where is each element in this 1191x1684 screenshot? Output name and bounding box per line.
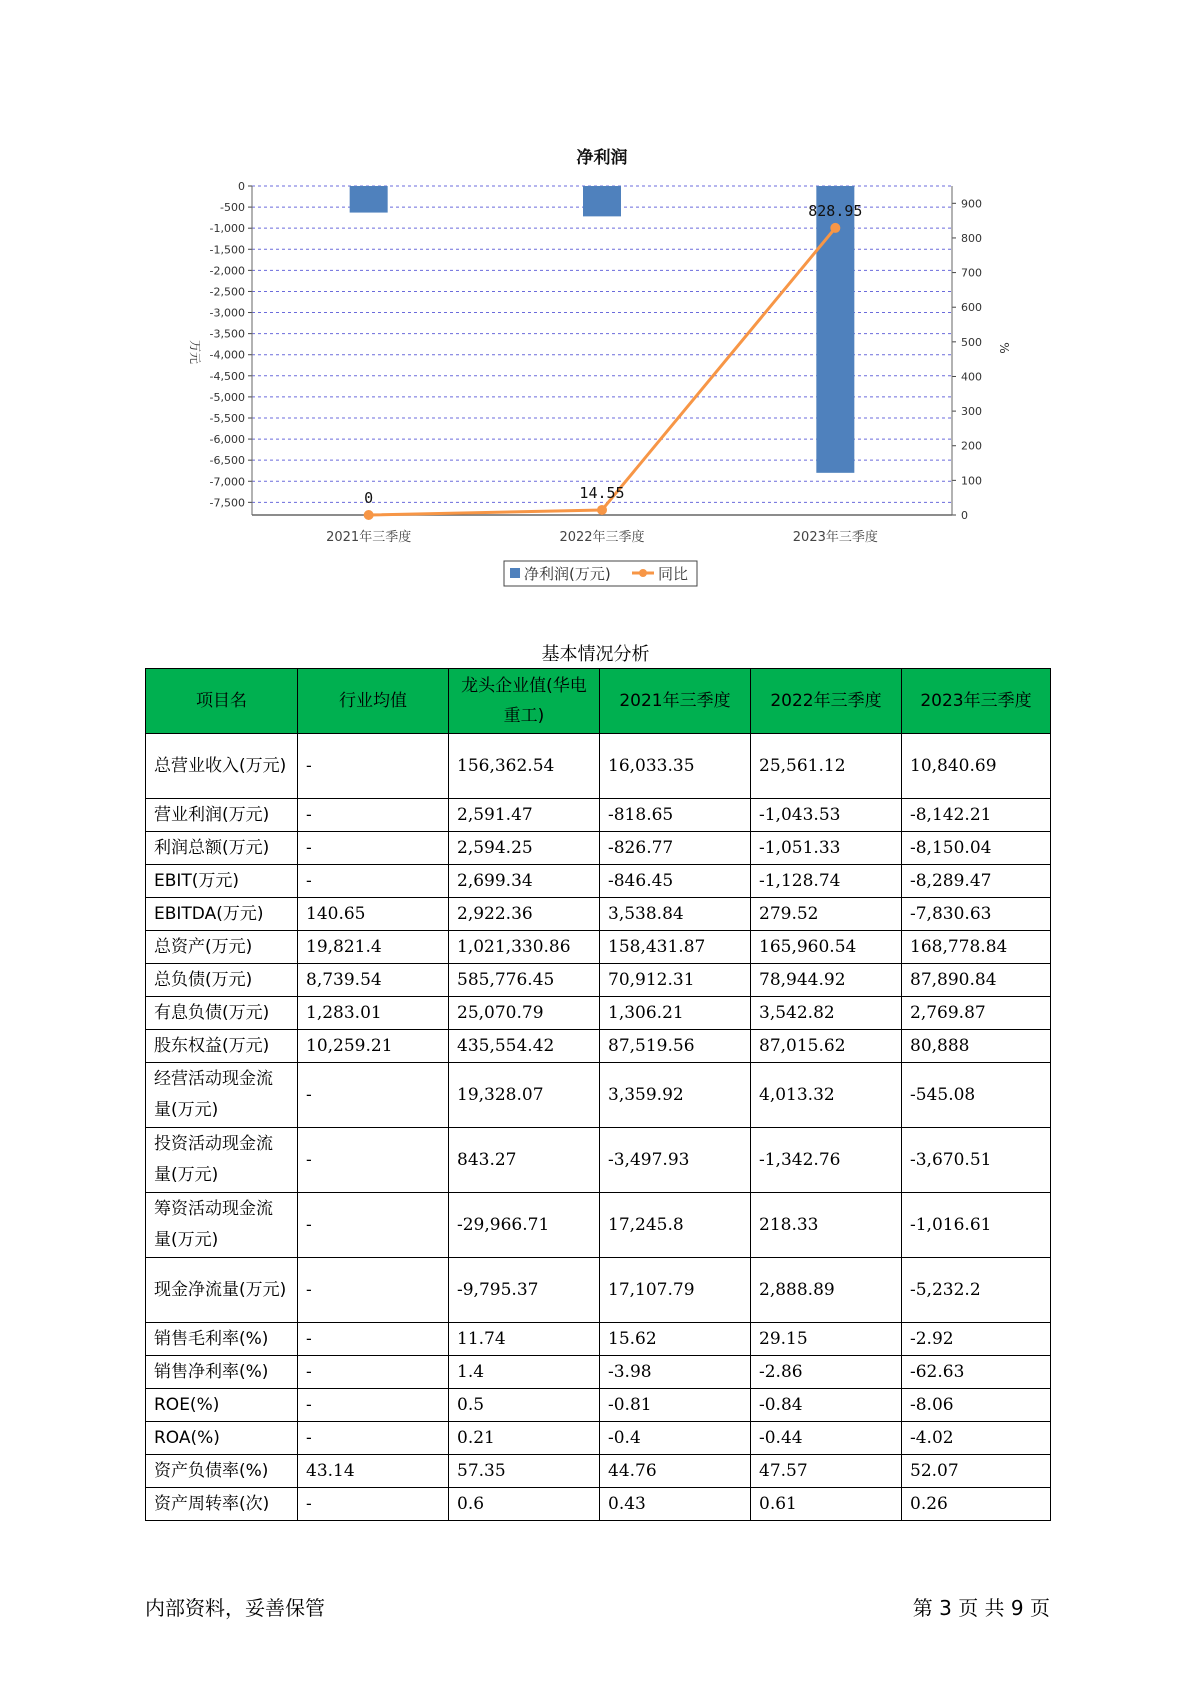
value-cell: 44.76 — [600, 1455, 751, 1488]
value-cell: -7,830.63 — [902, 898, 1051, 931]
value-cell: 11.74 — [449, 1323, 600, 1356]
value-cell: 8,739.54 — [298, 964, 449, 997]
row-name-cell: 利润总额(万元) — [146, 832, 298, 865]
value-cell: 2,594.25 — [449, 832, 600, 865]
right-tick-label: 800 — [961, 231, 982, 245]
table-row — [146, 931, 1051, 964]
category-label: 2022年三季度 — [559, 530, 645, 545]
value-cell: 19,328.07 — [449, 1063, 600, 1128]
value-cell: 87,519.56 — [600, 1030, 751, 1063]
left-tick-label: -5,500 — [209, 411, 245, 425]
bar-net-profit — [350, 186, 388, 213]
right-tick-label: 500 — [961, 335, 982, 349]
value-cell: -4.02 — [902, 1422, 1051, 1455]
right-tick-label: 600 — [961, 301, 982, 315]
value-cell: -29,966.71 — [449, 1193, 600, 1258]
value-cell: -1,342.76 — [751, 1128, 902, 1193]
left-tick-label: -6,000 — [209, 433, 245, 447]
right-tick-label: 400 — [961, 370, 982, 384]
value-cell: 435,554.42 — [449, 1030, 600, 1063]
yoy-data-label: 0 — [364, 489, 374, 507]
basic-analysis-table — [145, 668, 1051, 1521]
yoy-point — [597, 505, 607, 515]
value-cell: -62.63 — [902, 1356, 1051, 1389]
row-name-cell: 营业利润(万元) — [146, 799, 298, 832]
table-row — [146, 832, 1051, 865]
header-leader-value: 龙头企业值(华电重工) — [449, 669, 600, 734]
value-cell: 0.6 — [449, 1488, 600, 1521]
legend-line-marker — [639, 569, 647, 577]
left-tick-label: -2,000 — [209, 264, 245, 278]
value-cell: -3,497.93 — [600, 1128, 751, 1193]
value-cell: - — [298, 1422, 449, 1455]
table-row — [146, 1063, 1051, 1128]
left-tick-label: -4,500 — [209, 369, 245, 383]
value-cell: 2,699.34 — [449, 865, 600, 898]
row-name-cell: 总资产(万元) — [146, 931, 298, 964]
value-cell: - — [298, 1389, 449, 1422]
value-cell: 156,362.54 — [449, 734, 600, 799]
value-cell: 2,591.47 — [449, 799, 600, 832]
value-cell: 165,960.54 — [751, 931, 902, 964]
value-cell: 3,538.84 — [600, 898, 751, 931]
table-row — [146, 734, 1051, 799]
left-tick-label: -7,500 — [209, 496, 245, 510]
value-cell: -3.98 — [600, 1356, 751, 1389]
value-cell: 29.15 — [751, 1323, 902, 1356]
value-cell: 218.33 — [751, 1193, 902, 1258]
value-cell: 57.35 — [449, 1455, 600, 1488]
value-cell: 10,259.21 — [298, 1030, 449, 1063]
right-tick-label: 100 — [961, 474, 982, 488]
header-2021q3: 2021年三季度 — [600, 669, 751, 734]
legend-line-label: 同比 — [658, 565, 689, 583]
value-cell: - — [298, 1128, 449, 1193]
value-cell: - — [298, 1488, 449, 1521]
table-title: 基本情况分析 — [541, 644, 650, 665]
value-cell: 0.21 — [449, 1422, 600, 1455]
row-name-cell: ROE(%) — [146, 1389, 298, 1422]
value-cell: -2.92 — [902, 1323, 1051, 1356]
footer-page-number: 第 3 页 共 9 页 — [912, 1596, 1050, 1620]
yoy-point — [830, 223, 840, 233]
value-cell: -846.45 — [600, 865, 751, 898]
value-cell: 25,561.12 — [751, 734, 902, 799]
legend-bar-label: 净利润(万元) — [524, 565, 611, 583]
left-tick-label: -7,000 — [209, 475, 245, 489]
table-row — [146, 1258, 1051, 1323]
right-axis-label: % — [997, 342, 1011, 354]
value-cell: -8,150.04 — [902, 832, 1051, 865]
value-cell: 17,107.79 — [600, 1258, 751, 1323]
value-cell: 2,888.89 — [751, 1258, 902, 1323]
value-cell: - — [298, 832, 449, 865]
value-cell: -1,051.33 — [751, 832, 902, 865]
left-tick-label: -500 — [220, 201, 245, 215]
table-row — [146, 964, 1051, 997]
table-row — [146, 865, 1051, 898]
value-cell: 2,769.87 — [902, 997, 1051, 1030]
header-industry-avg: 行业均值 — [298, 669, 449, 734]
row-name-cell: 资产负债率(%) — [146, 1455, 298, 1488]
value-cell: 19,821.4 — [298, 931, 449, 964]
row-name-cell: EBIT(万元) — [146, 865, 298, 898]
value-cell: - — [298, 1063, 449, 1128]
value-cell: -9,795.37 — [449, 1258, 600, 1323]
value-cell: 1,021,330.86 — [449, 931, 600, 964]
value-cell: 25,070.79 — [449, 997, 600, 1030]
value-cell: - — [298, 1258, 449, 1323]
table-row — [146, 1488, 1051, 1521]
value-cell: 15.62 — [600, 1323, 751, 1356]
value-cell: 47.57 — [751, 1455, 902, 1488]
value-cell: 43.14 — [298, 1455, 449, 1488]
row-name-cell: ROA(%) — [146, 1422, 298, 1455]
row-name-cell: 有息负债(万元) — [146, 997, 298, 1030]
value-cell: 16,033.35 — [600, 734, 751, 799]
row-name-cell: 销售净利率(%) — [146, 1356, 298, 1389]
table-row — [146, 1323, 1051, 1356]
right-tick-label: 0 — [961, 509, 968, 522]
value-cell: -545.08 — [902, 1063, 1051, 1128]
row-name-cell: 股东权益(万元) — [146, 1030, 298, 1063]
yoy-data-label: 828.95 — [808, 201, 863, 220]
header-2022q3: 2022年三季度 — [751, 669, 902, 734]
table-row — [146, 1455, 1051, 1488]
table-header-row — [146, 669, 1051, 734]
table-row — [146, 997, 1051, 1030]
value-cell: - — [298, 1356, 449, 1389]
footer-confidential-note: 内部资料，妥善保管 — [145, 1596, 325, 1620]
value-cell: 52.07 — [902, 1455, 1051, 1488]
value-cell: 1.4 — [449, 1356, 600, 1389]
left-tick-label: 0 — [238, 180, 245, 193]
chart-title: 净利润 — [576, 148, 628, 168]
value-cell: -5,232.2 — [902, 1258, 1051, 1323]
value-cell: -818.65 — [600, 799, 751, 832]
value-cell: - — [298, 865, 449, 898]
left-tick-label: -3,500 — [209, 327, 245, 341]
left-tick-label: -2,500 — [209, 285, 245, 299]
value-cell: 78,944.92 — [751, 964, 902, 997]
value-cell: -826.77 — [600, 832, 751, 865]
value-cell: -2.86 — [751, 1356, 902, 1389]
value-cell: 0.43 — [600, 1488, 751, 1521]
row-name-cell: 总负债(万元) — [146, 964, 298, 997]
bar-net-profit — [583, 186, 621, 216]
value-cell: 158,431.87 — [600, 931, 751, 964]
value-cell: -1,128.74 — [751, 865, 902, 898]
table-row — [146, 1128, 1051, 1193]
table-row — [146, 1193, 1051, 1258]
value-cell: 4,013.32 — [751, 1063, 902, 1128]
row-name-cell: 资产周转率(次) — [146, 1488, 298, 1521]
value-cell: - — [298, 1323, 449, 1356]
table-row — [146, 1422, 1051, 1455]
value-cell: 10,840.69 — [902, 734, 1051, 799]
table-row — [146, 1356, 1051, 1389]
category-label: 2021年三季度 — [326, 530, 412, 545]
right-tick-label: 200 — [961, 439, 982, 453]
header-2023q3: 2023年三季度 — [902, 669, 1051, 734]
value-cell: 0.26 — [902, 1488, 1051, 1521]
left-tick-label: -6,500 — [209, 454, 245, 468]
right-tick-label: 900 — [961, 197, 982, 211]
value-cell: -8,142.21 — [902, 799, 1051, 832]
legend-bar-swatch — [510, 568, 520, 578]
left-tick-label: -1,000 — [209, 222, 245, 236]
value-cell: -0.81 — [600, 1389, 751, 1422]
left-tick-label: -3,000 — [209, 306, 245, 320]
yoy-data-label: 14.55 — [579, 483, 625, 502]
table-row — [146, 898, 1051, 931]
value-cell: -0.44 — [751, 1422, 902, 1455]
row-name-cell: 经营活动现金流量(万元) — [146, 1063, 298, 1128]
left-tick-label: -1,500 — [209, 243, 245, 257]
table-body — [146, 734, 1051, 1521]
value-cell: 87,890.84 — [902, 964, 1051, 997]
right-tick-label: 700 — [961, 266, 982, 280]
row-name-cell: 投资活动现金流量(万元) — [146, 1128, 298, 1193]
value-cell: - — [298, 799, 449, 832]
right-tick-label: 300 — [961, 405, 982, 419]
value-cell: 17,245.8 — [600, 1193, 751, 1258]
value-cell: 843.27 — [449, 1128, 600, 1193]
yoy-line — [369, 228, 836, 515]
value-cell: -0.84 — [751, 1389, 902, 1422]
row-name-cell: 总营业收入(万元) — [146, 734, 298, 799]
table-row — [146, 1030, 1051, 1063]
net-profit-chart-svg — [0, 0, 1191, 600]
value-cell: 70,912.31 — [600, 964, 751, 997]
left-tick-label: -4,000 — [209, 348, 245, 362]
net-profit-chart — [0, 0, 1191, 600]
value-cell: 3,542.82 — [751, 997, 902, 1030]
value-cell: 2,922.36 — [449, 898, 600, 931]
value-cell: -1,016.61 — [902, 1193, 1051, 1258]
value-cell: 80,888 — [902, 1030, 1051, 1063]
value-cell: -8,289.47 — [902, 865, 1051, 898]
table-row — [146, 799, 1051, 832]
value-cell: 168,778.84 — [902, 931, 1051, 964]
value-cell: 585,776.45 — [449, 964, 600, 997]
value-cell: 0.5 — [449, 1389, 600, 1422]
value-cell: 1,306.21 — [600, 997, 751, 1030]
row-name-cell: EBITDA(万元) — [146, 898, 298, 931]
row-name-cell: 筹资活动现金流量(万元) — [146, 1193, 298, 1258]
value-cell: 1,283.01 — [298, 997, 449, 1030]
value-cell: 140.65 — [298, 898, 449, 931]
value-cell: 279.52 — [751, 898, 902, 931]
value-cell: -1,043.53 — [751, 799, 902, 832]
header-item-name: 项目名 — [146, 669, 298, 734]
row-name-cell: 销售毛利率(%) — [146, 1323, 298, 1356]
value-cell: - — [298, 734, 449, 799]
category-label: 2023年三季度 — [792, 530, 878, 545]
value-cell: 0.61 — [751, 1488, 902, 1521]
row-name-cell: 现金净流量(万元) — [146, 1258, 298, 1323]
left-tick-label: -5,000 — [209, 390, 245, 404]
value-cell: -0.4 — [600, 1422, 751, 1455]
table-row — [146, 1389, 1051, 1422]
yoy-point — [364, 510, 374, 520]
left-axis-label: 万元 — [188, 339, 202, 365]
value-cell: -8.06 — [902, 1389, 1051, 1422]
value-cell: 87,015.62 — [751, 1030, 902, 1063]
value-cell: 3,359.92 — [600, 1063, 751, 1128]
value-cell: - — [298, 1193, 449, 1258]
value-cell: -3,670.51 — [902, 1128, 1051, 1193]
